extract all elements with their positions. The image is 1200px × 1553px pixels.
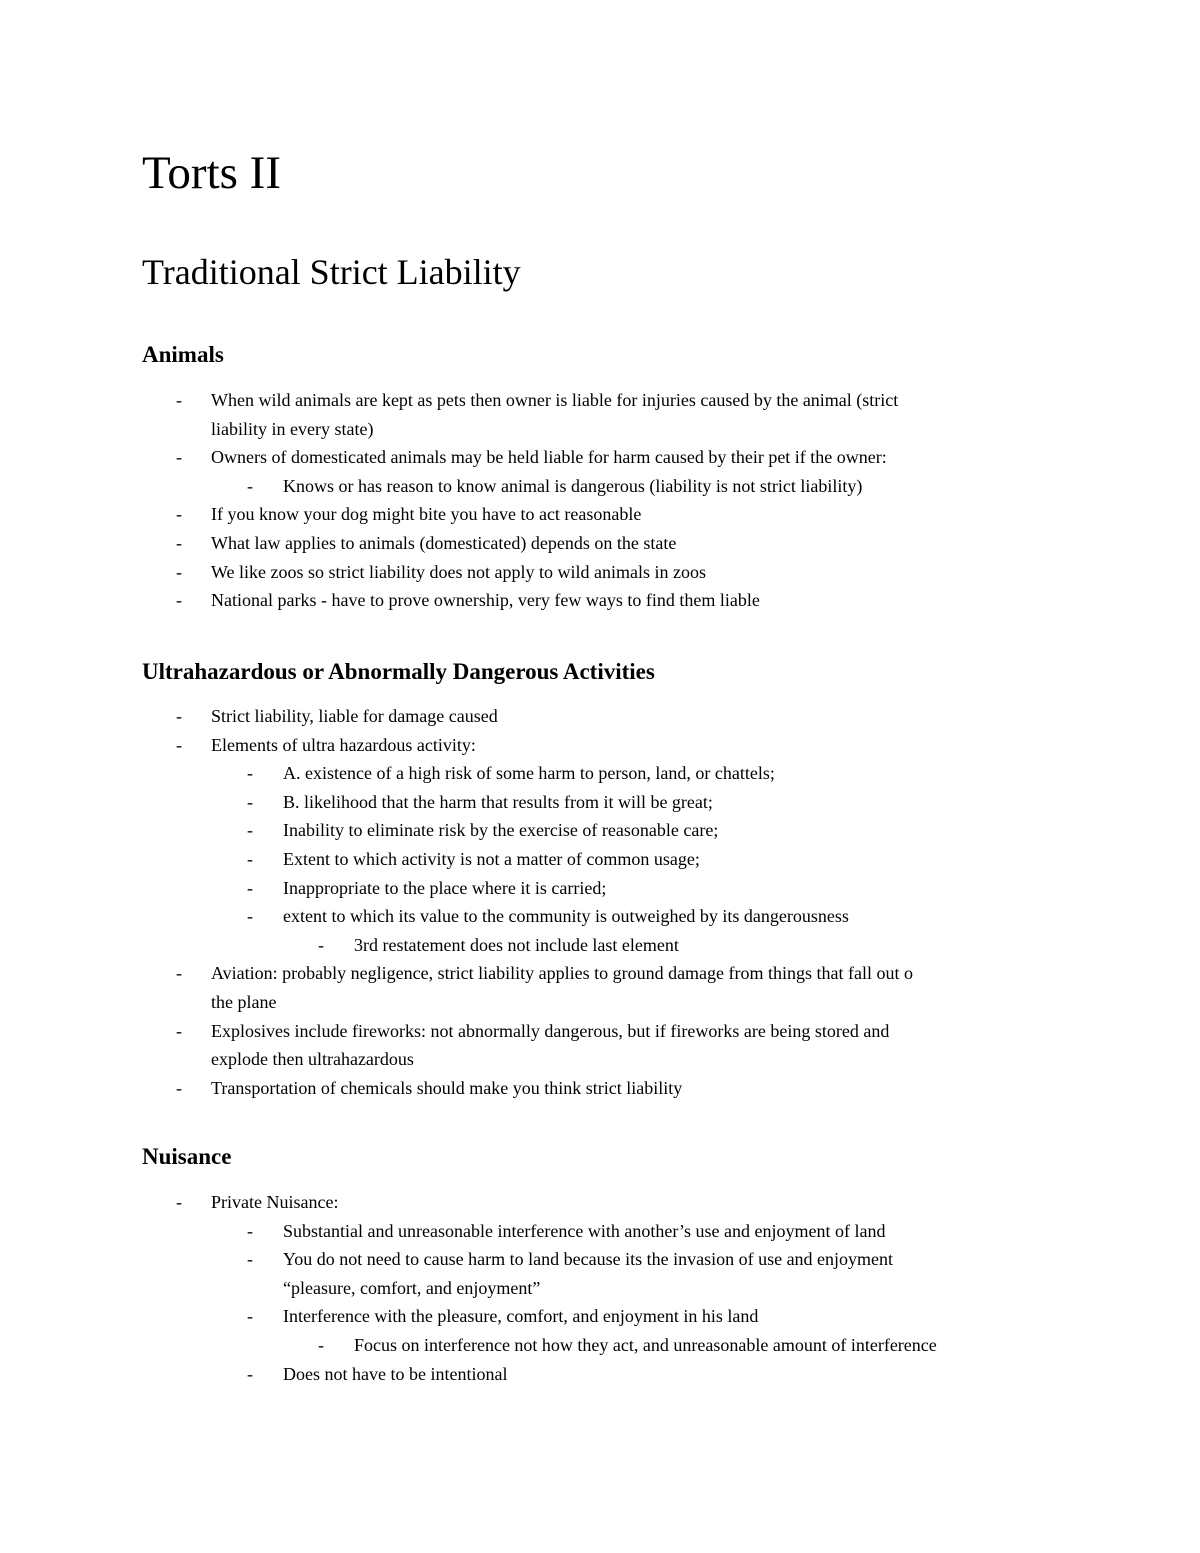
bullet-dash: - xyxy=(247,877,253,898)
list-item xyxy=(0,1188,1200,1217)
list-item-text: the plane xyxy=(211,991,277,1012)
list-item-text: explode then ultrahazardous xyxy=(211,1049,414,1070)
document-title: Torts II xyxy=(142,147,281,199)
list-item xyxy=(0,443,1200,472)
section-heading-nuisance: Nuisance xyxy=(142,1144,232,1169)
bullet-dash: - xyxy=(247,1306,253,1327)
list-item-text: Transportation of chemicals should make you think strict liability xyxy=(211,1077,683,1098)
bullet-dash: - xyxy=(247,906,253,927)
list-item-text: extent to which its value to the community is outweighed by its dangerousness xyxy=(283,906,849,927)
section-heading-ultrahazardous: Ultrahazardous or Abnormally Dangerous Activities xyxy=(142,659,655,684)
bullet-dash: - xyxy=(176,734,182,755)
list-item-text: 3rd restatement does not include last element xyxy=(354,934,679,955)
list-item-text: What law applies to animals (domesticated) depends on the state xyxy=(211,532,677,553)
bullet-dash: - xyxy=(176,706,182,726)
list-item-text: Extent to which activity is not a matter of common usage; xyxy=(283,848,700,869)
list-item xyxy=(0,1331,1200,1360)
bullet-dash: - xyxy=(247,1249,253,1270)
list-item-text: “pleasure, comfort, and enjoyment” xyxy=(283,1277,541,1298)
list-item xyxy=(0,529,1200,558)
list-item-text: B. likelihood that the harm that results from it will be great; xyxy=(283,791,713,812)
bullet-dash: - xyxy=(318,934,324,955)
bullet-dash: - xyxy=(176,963,182,984)
list-item xyxy=(0,759,1200,788)
list-item-text: Owners of domesticated animals may be held liable for harm caused by their pet if the owner: xyxy=(211,447,887,468)
list-item-text: Strict liability, liable for damage caused xyxy=(211,706,498,726)
list-item-text: liability in every state) xyxy=(211,418,374,439)
bullet-dash: - xyxy=(247,763,253,784)
bullet-dash: - xyxy=(176,590,182,611)
bullet-dash: - xyxy=(176,1077,182,1098)
list-item-text: Inability to eliminate risk by the exercise of reasonable care; xyxy=(283,820,719,841)
list-item-text: We like zoos so strict liability does not apply to wild animals in zoos xyxy=(211,561,706,582)
list-item xyxy=(0,386,1200,443)
list-item-text: If you know your dog might bite you have to act reasonable xyxy=(211,504,642,525)
list-item xyxy=(0,472,1200,501)
bullet-dash: - xyxy=(247,1363,253,1384)
list-item xyxy=(0,845,1200,874)
bullet-dash: - xyxy=(176,1192,182,1212)
list-item xyxy=(0,931,1200,960)
bullet-dash: - xyxy=(247,820,253,841)
list-item-text: Interference with the pleasure, comfort, and enjoyment in his land xyxy=(283,1306,759,1327)
list-item-text: Private Nuisance: xyxy=(211,1192,339,1212)
list-item-text: Aviation: probably negligence, strict liability applies to ground damage from things that fall out o xyxy=(211,963,914,984)
list-item xyxy=(0,959,1200,1016)
list-item xyxy=(0,1217,1200,1246)
bullet-dash: - xyxy=(247,475,253,496)
bullet-dash: - xyxy=(176,504,182,525)
list-item xyxy=(0,1302,1200,1331)
list-item-text: You do not need to cause harm to land because its the invasion of use and enjoyment xyxy=(283,1249,894,1270)
section-list-nuisance xyxy=(0,1188,1200,1388)
section-list-ultrahazardous xyxy=(0,702,1200,1102)
bullet-dash: - xyxy=(176,532,182,553)
list-item xyxy=(0,702,1200,731)
list-item xyxy=(0,816,1200,845)
list-item-text: A. existence of a high risk of some harm to person, land, or chattels; xyxy=(283,763,775,784)
bullet-dash: - xyxy=(176,447,182,468)
list-item xyxy=(0,1017,1200,1074)
list-item-text: Explosives include fireworks: not abnormally dangerous, but if fireworks are being stored and xyxy=(211,1020,890,1041)
list-item-text: National parks - have to prove ownership, very few ways to find them liable xyxy=(211,590,760,611)
bullet-dash: - xyxy=(247,791,253,812)
list-item xyxy=(0,500,1200,529)
bullet-dash: - xyxy=(176,1020,182,1041)
document-subtitle: Traditional Strict Liability xyxy=(142,252,521,292)
list-item-text: Inappropriate to the place where it is carried; xyxy=(283,877,607,898)
list-item xyxy=(0,1360,1200,1389)
bullet-dash: - xyxy=(247,1220,253,1241)
list-item-text: Elements of ultra hazardous activity: xyxy=(211,734,476,755)
list-item xyxy=(0,558,1200,587)
bullet-dash: - xyxy=(176,561,182,582)
section-list-animals xyxy=(0,386,1200,615)
section-heading-animals: Animals xyxy=(142,342,224,367)
list-item xyxy=(0,586,1200,615)
list-item xyxy=(0,731,1200,760)
list-item xyxy=(0,874,1200,903)
bullet-dash: - xyxy=(247,848,253,869)
list-item xyxy=(0,1074,1200,1103)
list-item-text: Does not have to be intentional xyxy=(283,1363,508,1384)
list-item-text: Substantial and unreasonable interference with another’s use and enjoyment of land xyxy=(283,1220,886,1241)
list-item-text: Knows or has reason to know animal is dangerous (liability is not strict liability) xyxy=(283,475,863,496)
list-item xyxy=(0,902,1200,931)
bullet-dash: - xyxy=(176,390,182,410)
list-item-text: When wild animals are kept as pets then owner is liable for injuries caused by the animal (strict xyxy=(211,390,899,410)
bullet-dash: - xyxy=(318,1334,324,1355)
list-item xyxy=(0,1245,1200,1302)
list-item xyxy=(0,788,1200,817)
list-item-text: Focus on interference not how they act, and unreasonable amount of interference xyxy=(354,1334,937,1355)
